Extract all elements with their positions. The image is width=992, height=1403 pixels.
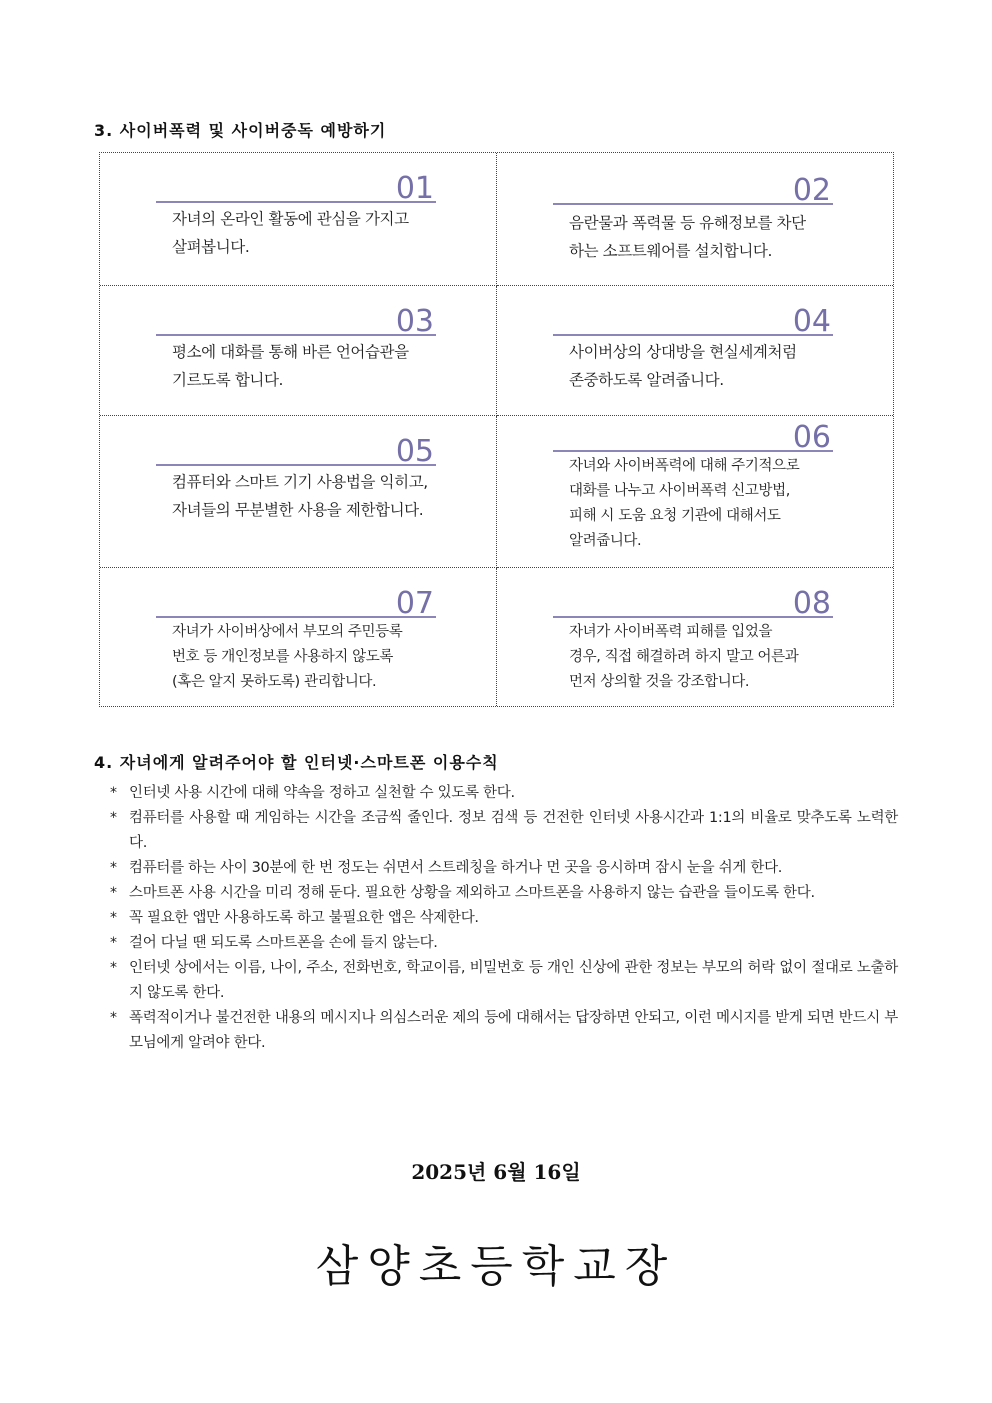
rule-text: 걸어 다닐 땐 되도록 스마트폰을 손에 들지 않는다. xyxy=(129,935,438,951)
tip-header xyxy=(156,580,436,621)
issue-date: 2025년 6월 16일 xyxy=(411,1160,581,1184)
tip-text: 컴퓨터와 스마트 기기 사용법을 익히고, 자녀들의 무분별한 사용을 제한합니다. xyxy=(172,473,428,519)
tip-number: 04 xyxy=(792,304,831,339)
tip-card-06 xyxy=(497,416,893,568)
rules-list xyxy=(110,781,898,1056)
tip-text: 자녀의 온라인 활동에 관심을 가지고 살펴봅니다. xyxy=(172,210,409,256)
principal-signature: 삼양초등학교장 xyxy=(315,1241,677,1292)
tips-grid xyxy=(99,152,894,707)
list-item xyxy=(110,956,898,1006)
tip-card-04 xyxy=(497,286,893,416)
tip-header xyxy=(156,298,436,339)
tip-number: 02 xyxy=(792,173,831,208)
asterisk-bullet-icon: * xyxy=(110,1010,117,1026)
tip-header xyxy=(553,298,833,339)
tip-text: 자녀와 사이버폭력에 대해 주기적으로 대화를 나누고 사이버폭력 신고방법, 피해 시 도움 요청 기관에 대해서도 알려줍니다. xyxy=(569,458,800,549)
list-item xyxy=(110,806,898,856)
tip-header xyxy=(156,165,436,206)
rule-text: 인터넷 상에서는 이름, 나이, 주소, 전화번호, 학교이름, 비밀번호 등 개인 신상에 관한 정보는 부모의 허락 없이 절대로 노출하지 않도록 한다. xyxy=(129,960,898,1001)
tip-number: 08 xyxy=(792,586,831,621)
list-item xyxy=(110,856,898,881)
tip-text: 사이버상의 상대방을 현실세계처럼 존중하도록 알려줍니다. xyxy=(569,343,797,389)
section-4-title: 4. 자녀에게 알려주어야 할 인터넷·스마트폰 이용수칙 xyxy=(94,753,499,772)
tip-header xyxy=(156,428,436,469)
tip-header xyxy=(553,420,833,455)
rule-text: 폭력적이거나 불건전한 내용의 메시지나 의심스러운 제의 등에 대해서는 답장하면 안되고, 이런 메시지를 받게 되면 반드시 부모님에게 알려야 한다. xyxy=(129,1010,898,1051)
tip-card-01 xyxy=(100,153,497,286)
asterisk-bullet-icon: * xyxy=(110,935,117,951)
rule-text: 컴퓨터를 하는 사이 30분에 한 번 정도는 쉬면서 스트레칭을 하거나 먼 곳을 응시하며 잠시 눈을 쉬게 한다. xyxy=(129,860,783,876)
asterisk-bullet-icon: * xyxy=(110,785,117,801)
tip-header xyxy=(553,167,833,208)
rule-text: 컴퓨터를 사용할 때 게임하는 시간을 조금씩 줄인다. 정보 검색 등 건전한 인터넷 사용시간과 1:1의 비율로 맞추도록 노력한다. xyxy=(129,810,898,851)
tip-text: 음란물과 폭력물 등 유해정보를 차단 하는 소프트웨어를 설치합니다. xyxy=(569,214,806,260)
section-3-title: 3. 사이버폭력 및 사이버중독 예방하기 xyxy=(94,121,387,140)
asterisk-bullet-icon: * xyxy=(110,885,117,901)
rule-text: 스마트폰 사용 시간을 미리 정해 둔다. 필요한 상황을 제외하고 스마트폰을 사용하지 않는 습관을 들이도록 한다. xyxy=(129,885,815,901)
list-item xyxy=(110,1006,898,1056)
asterisk-bullet-icon: * xyxy=(110,810,117,826)
asterisk-bullet-icon: * xyxy=(110,910,117,926)
tip-card-02 xyxy=(497,153,893,286)
tip-text: 자녀가 사이버상에서 부모의 주민등록 번호 등 개인정보를 사용하지 않도록 (혹은 알지 못하도록) 관리합니다. xyxy=(172,624,403,690)
list-item xyxy=(110,781,898,806)
tip-header xyxy=(553,580,833,621)
rule-text: 인터넷 사용 시간에 대해 약속을 정하고 실천할 수 있도록 한다. xyxy=(129,785,515,801)
list-item xyxy=(110,931,898,956)
tip-number: 06 xyxy=(792,420,831,455)
tip-number: 03 xyxy=(395,304,434,339)
tip-number: 01 xyxy=(395,171,434,206)
rule-text: 꼭 필요한 앱만 사용하도록 하고 불필요한 앱은 삭제한다. xyxy=(129,910,479,926)
tip-number: 07 xyxy=(395,586,434,621)
asterisk-bullet-icon: * xyxy=(110,860,117,876)
list-item xyxy=(110,906,898,931)
tip-text: 자녀가 사이버폭력 피해를 입었을 경우, 직접 해결하려 하지 말고 어른과 먼저 상의할 것을 강조합니다. xyxy=(569,624,799,690)
asterisk-bullet-icon: * xyxy=(110,960,117,976)
tip-card-08 xyxy=(497,568,893,706)
tip-text: 평소에 대화를 통해 바른 언어습관을 기르도록 합니다. xyxy=(172,343,409,389)
tip-number: 05 xyxy=(395,434,434,469)
tip-card-07 xyxy=(100,568,497,706)
tip-card-05 xyxy=(100,416,497,568)
tip-card-03 xyxy=(100,286,497,416)
list-item xyxy=(110,881,898,906)
